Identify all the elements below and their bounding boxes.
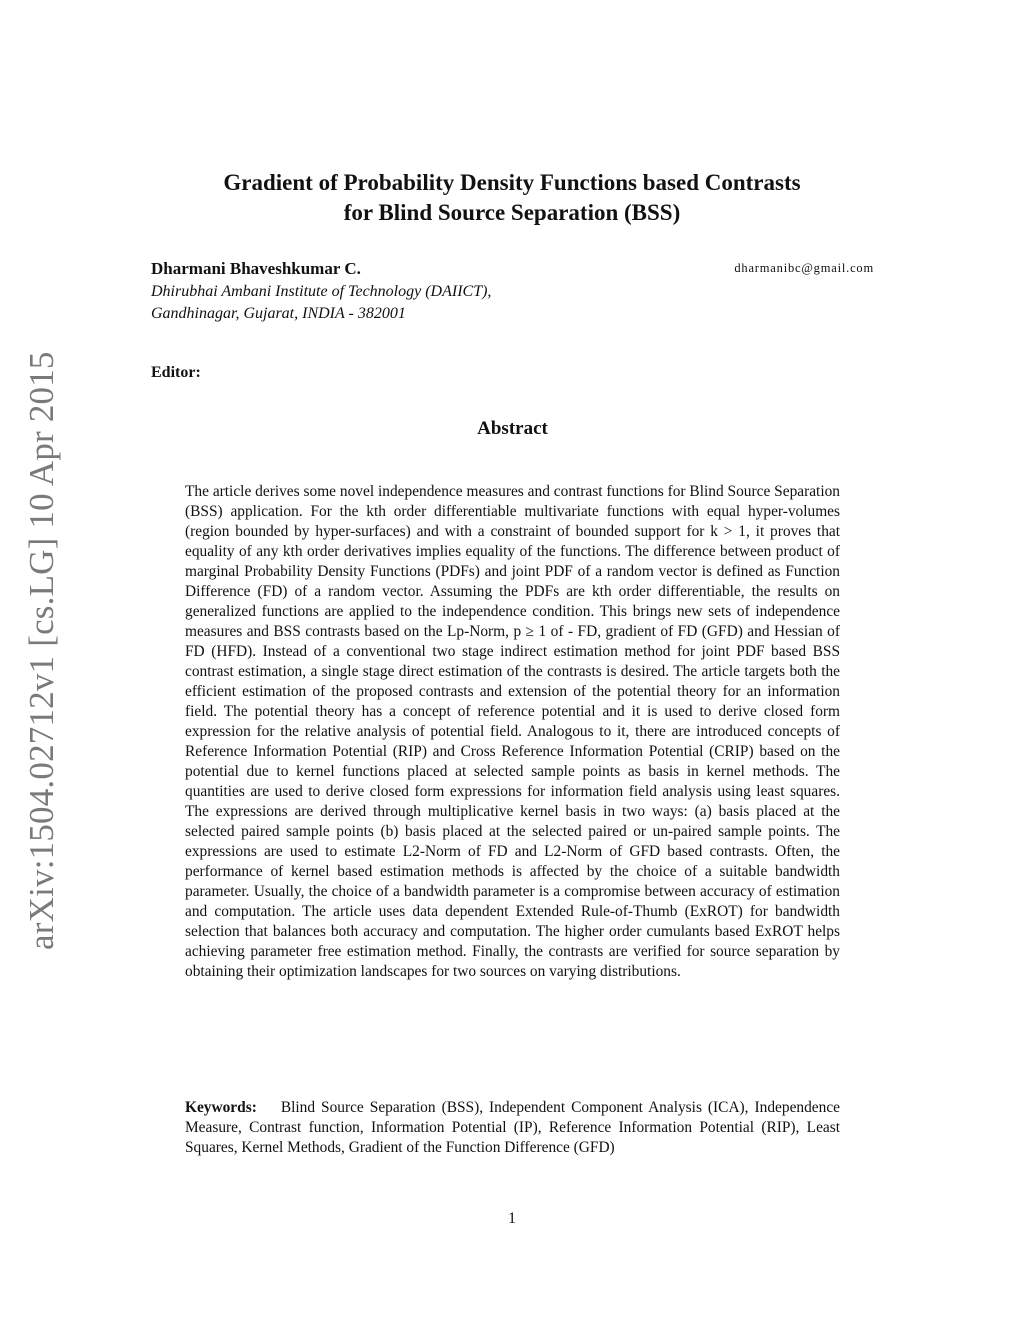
affiliation-line-2: Gandhinagar, Gujarat, INDIA - 382001 bbox=[151, 305, 406, 322]
page-number: 1 bbox=[508, 1210, 516, 1227]
keywords-label: Keywords: bbox=[185, 1099, 257, 1116]
title-line-1: Gradient of Probability Density Functions based Contrasts bbox=[223, 170, 801, 195]
abstract-body: The article derives some novel independence measures and contrast functions for Blind Source Separation (BSS) application. For the kth order differentiable multivariate functions with equal hyper-volumes (region bounded by hyper-surfaces) and with a constraint of bounded support for k > 1, it proves that equality of any kth order derivatives implies equality of the functions. The difference between product of marginal Probability Density Functions (PDFs) and joint PDF of a random vector is defined as Function Difference (FD) of a random vector. Assuming the PDFs are kth order differentiable, the results on generalized functions are applied to the independence condition. This brings new sets of independence measures and BSS contrasts based on the Lp-Norm, p ≥ 1 of - FD, gradient of FD (GFD) and Hessian of FD (HFD). Instead of a conventional two stage indirect estimation method for joint PDF based BSS contrast estimation, a single stage direct estimation of the contrasts is desired. The article targets both the efficient estimation of the proposed contrasts and extension of the potential theory for an information field. The potential theory has a concept of reference potential and it is used to derive closed form expression for the relative analysis of potential field. Analogous to it, there are introduced concepts of Reference Information Potential (RIP) and Cross Reference Information Potential (CRIP) based on the potential due to kernel functions placed at selected sample points as basis in kernel methods. The quantities are used to derive closed form expressions for information field analysis using least squares. The expressions are derived through multiplicative kernel basis in two ways: (a) basis placed at the selected paired sample points (b) basis placed at the selected paired or un-paired sample points. The expressions are used to estimate L2-Norm of FD and L2-Norm of GFD based contrasts. Often, the performance of kernel based estimation methods is affected by the choice of a suitable bandwidth parameter. Usually, the choice of a bandwidth parameter is a compromise between accuracy of estimation and computation. The article uses data dependent Extended Rule-of-Thumb (ExROT) for bandwidth selection that balances both accuracy and computation. The higher order cumulants based ExROT helps achieving parameter free estimation method. Finally, the contrasts are verified for source separation by obtaining their optimization landscapes for two sources on varying distributions. bbox=[185, 483, 840, 980]
keywords-section bbox=[185, 1098, 840, 1158]
title-line-2: for Blind Source Separation (BSS) bbox=[343, 200, 681, 225]
arxiv-identifier: arXiv:1504.02712v1 [cs.LG] 10 Apr 2015 bbox=[22, 351, 61, 950]
arxiv-side-stamp bbox=[14, 350, 74, 950]
affiliation-line-1: Dhirubhai Ambani Institute of Technology (DAIICT), bbox=[151, 283, 492, 300]
keywords-text: Blind Source Separation (BSS), Independent Component Analysis (ICA), Independence Measure, Contrast function, Information Potential (IP), Reference Information Potential (RIP), Least Squares, Kernel Methods, Gradient of the Function Difference (GFD) bbox=[185, 1099, 840, 1156]
abstract-heading: Abstract bbox=[477, 418, 548, 439]
author-name: Dharmani Bhaveshkumar C. bbox=[151, 259, 361, 278]
editor-label: Editor: bbox=[151, 364, 201, 381]
author-email: dharmanibc@gmail.com bbox=[734, 261, 874, 275]
paper-title bbox=[150, 168, 874, 228]
author-line bbox=[151, 259, 874, 281]
